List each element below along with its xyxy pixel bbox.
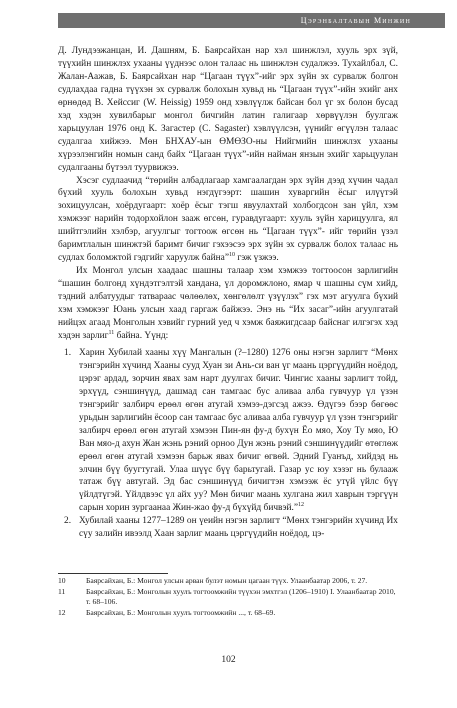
footnote-ref: 11: [108, 329, 115, 336]
footnote-text: Баярсайхан, Б.: Монгол улсын арван булэт номын цагаан түүх. Улаанбаатар 2006, т. 27.: [86, 576, 368, 585]
paragraph-text: Үүнд:: [144, 330, 169, 341]
paragraph-text: Хэсэг судлаачид “төрийн албадлагаар хамгаалагдан эрх зүйн дээд хүчин чадал бүхий хууль болохын хувьд нэгдүгээрт: шашин хуваргийн ёсыг илүүтэй зохицуулсан, хоёрдугаарт: хоёр ёсыг тэгш явуулахтай холбогдсон зан үйл, хэм хэмжээг нарийн тодорхойлон зааж өгсөн, гуравдугаарт: хууль зүйн харицуулга, ял шийтгэлийн хэлбэр, агуулгыг тогтоож өгсөн нь “Цагаан түүх”- ийг төрийн үзэл баримтлалын шинжтэй баримт бичиг гэхээсээ эрх зүйн эх сурвалж болох талаас нь судлах боломжтой гэдгийг харуулж байна”: [58, 175, 398, 264]
paragraph: Д. Лундээжанцан, И. Дашням, Б. Баярсайхан нар хэл шинжлэл, хууль эрх зүй, түүхийн шинжлэх ухааны үүднээс олон талаас нь шинжлэн судалжээ. Тухайлбал, С. Жалан-Аажав, Б. Баярсайхан нар “Цагаан түүх”-ийг эрх зүйн эх сурвалж болгон судлахдаа гадна түүхэн эх сурвалж болохын хувьд нь “Цагаан түүх”-ийн эхийг анх өрнөдөд В. Хейссиг (W. Heissig) 1959 онд хэвлүүлж байсан бол үг эх болон бусад хэд хэдэн хувилбарыг монгол бичгийн латин галигаар хөрвүүлэн буулгаж харьцуулан 1976 онд К. Загастер (С. Sagaster) хэвлүүлсэн, үүнийг өгүүлэн талаас судалгаа хийжээ. Мөн БНХАУ-ын ӨМӨЗО-ны Нийгмийн шинжлэх ухааны хүрээлэнгийн номын санд байх “Цагаан түүх”-ийн найман янзын эхийг харьцуулан судалгааны бүтээл туурвижээ.: [58, 46, 398, 173]
page-number: 102: [221, 655, 236, 665]
list-item-text: Харин Хубилай хааны хүү Мангалын (?–1280) 1276 оны нэгэн зарлигт “Мөнх тэнгэрийн хүчинд Хааны сууд Хуан зи Ань-си ван үг маань цэргүүдийн ноёдод, цэрэг ардад, зорчин явах зам нарт дуулгах бичиг. Чингис хааны зарлигт тойд, эрхүүд, сэншинүүд, дашмад сан тамгаас бус аливаа алба гувчуур үл үзэн тэнгэрийг залбирч ерөөл өгөн атугай хэмээ-дэгсэд ажээ. Өдүгээ бээр бөгөөс урьдын зарлигийн ёсоор сан тамгаас бус аливаа алба гувчуур үл үзэн тэнгэрийг залбирч ерөөл өгөн атугай хэмээн Пин-ян фу-д бухүн Ёо мяо, Хоу Ту мяо, Ю Ван мяо-д ахун Жан жэнь рэний орноо Дун жэнь рэний сэншинүүдийг өтөглөж ерөөл өгөн атугай хэмээн барьж явах бичиг өгвөй. Эдний Гуанъд, хийдэд нь элчин бүү буугтугай. Улаа шүүс бүү барьтугай. Газар ус юу хэзэг нь булааж татаж бүү автугай. Эд бас сэншинүүд бичигтэн хэмээж ёс утүй үйлс бүү үйлдтүгэй. Үйлдвээс үл айх уу? Мөн бичиг маань хулгана жил хаврын тэргүүн сарын хорин зургаанаа Жин-жао фу-д бүхүйд бичвэй.”: [79, 347, 398, 514]
footnote-ref: 10: [229, 252, 235, 259]
paragraph-tail: гэж үзжээ.: [235, 253, 279, 264]
footnote-number: 12: [58, 607, 66, 617]
footnote-text: Баярсайхан, Б.: Монголын хуулъ тогтоомжийн ..., т. 68–69.: [86, 607, 276, 617]
footnote: [58, 587, 398, 608]
running-title: Цэрэнбалтавын Минжин: [300, 16, 411, 25]
paragraph-text: Их Монгол улсын хаадаас шашны талаар хэм хэмжээ тогтоосон зарлигийн “шашин болгонд хүндэтгэлтэй хандана, үл доромжлоно, ямар ч шашны сүм хийд, тэдний албатуудыг татвараас чөлөөлөх, хөнгөлөлт үзүүлэх” гэх мэт агуулга бүхий хэм хэмжээг Юань улсын хаад гаргаж байжээ. Энэ нь “Их засаг”-ийн агуулгатай нийцэх агаад Монголын хэвийг гурний уед ч хэмж баяжигдсаар байснаг илгэгэх хэд хэдэн зарлиг: [58, 266, 398, 341]
paragraph: [58, 265, 398, 343]
main-text: [58, 45, 398, 541]
numbered-list: [58, 347, 398, 541]
footnote-text: Баярсайхан, Б.: Монголын хуулъ тогтоомжийн түүхэн эмхтгэл (1206–1910) I. Улаанбаатар 2010, т. 68–106.: [86, 586, 396, 607]
paragraph: [58, 175, 398, 266]
footnote: [58, 608, 398, 619]
list-item: [58, 515, 398, 541]
list-item-text: Хубилай хааны 1277–1289 он үеийн нэгэн зарлигт “Мөнх тэнгэрийн хүчинд Их сүу залийн ивээлд Хаан зарлиг маань цэргүүдийн ноёдод, цэ-: [79, 516, 398, 540]
footnote: [58, 576, 398, 587]
footnotes: [58, 576, 398, 618]
footnote-number: 10: [58, 576, 66, 585]
paragraph-tail: байна.: [114, 330, 143, 341]
list-number: 2.: [64, 516, 72, 527]
footnote-ref: 12: [298, 502, 305, 509]
footnote-number: 11: [58, 586, 66, 596]
footnote-divider: [58, 573, 168, 574]
list-item: [58, 347, 398, 515]
running-header: [58, 13, 445, 28]
list-number: 1.: [64, 347, 72, 358]
